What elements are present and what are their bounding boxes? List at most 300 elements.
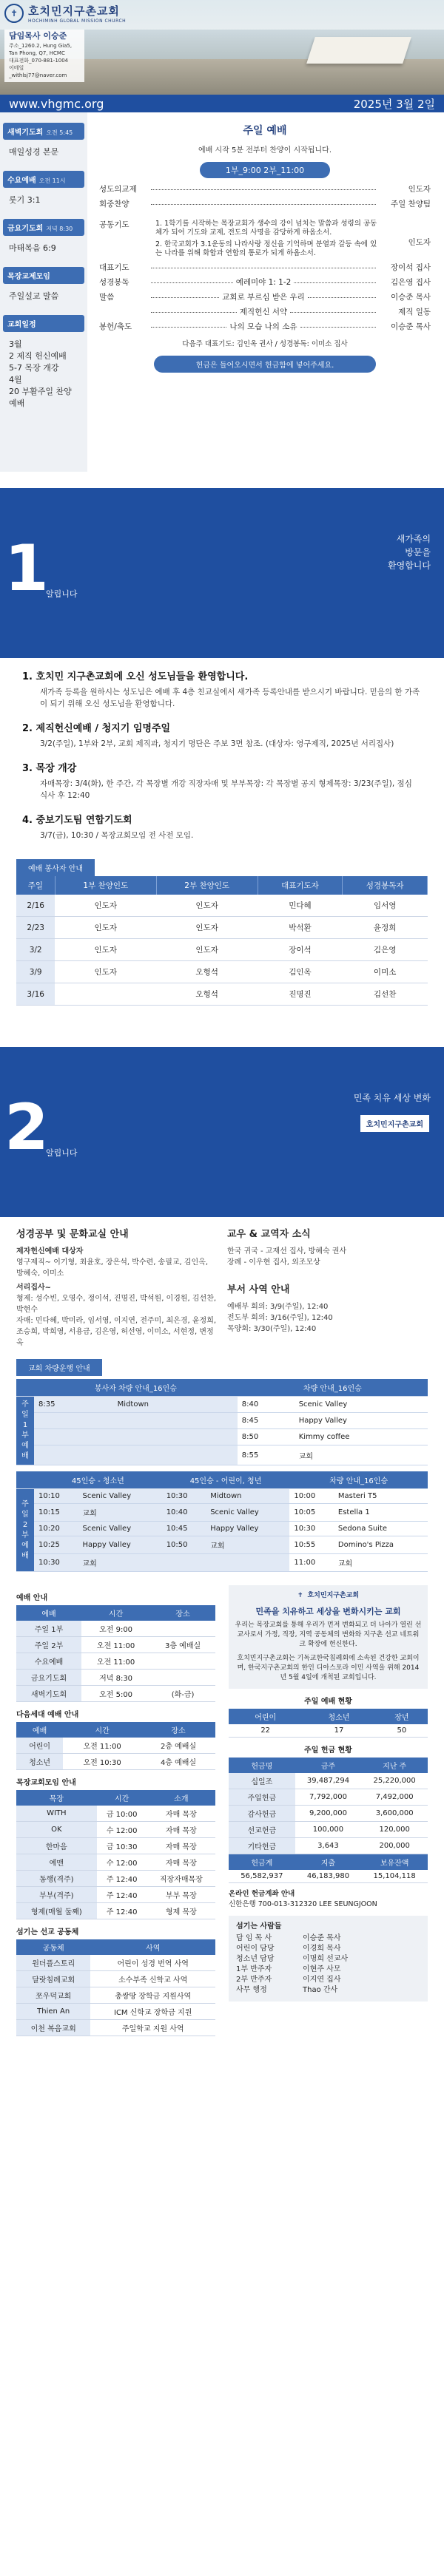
servant-row	[236, 1965, 420, 1975]
schedule-column	[16, 1585, 215, 2036]
report-column	[229, 1585, 428, 2036]
table-cell: 2/23	[16, 917, 55, 939]
church-name: 호치민지구촌교회	[28, 4, 120, 18]
table-cell: 자매 목장	[147, 1822, 215, 1838]
address-line: Tan Phong, Q7, HCMC	[9, 50, 65, 56]
column-text: 한국 귀국 - 고재선 집사, 방혜숙 권사	[227, 1247, 347, 1255]
table-row	[229, 1838, 428, 1854]
table-cell: 감사헌금	[229, 1806, 295, 1822]
offering-note: 헌금은 들어오시면서 헌금함에 넣어주세요.	[154, 356, 376, 373]
mission-partners-table	[16, 1939, 215, 2036]
church-logo-icon: ✝	[4, 4, 24, 23]
dotted-leader	[300, 322, 376, 328]
hero-banner	[0, 0, 444, 95]
vision-text: 호치민지구촌교회는 기독교한국침례회에 소속된 건강한 교회이며, 한국지구촌교회의 한인 디아스포라 이민 사역을 위해 2014년 5월 4일에 개척된 교회입니다.	[237, 1655, 420, 1681]
table-cell: 형제 목장	[147, 1903, 215, 1919]
table-cell	[113, 1413, 238, 1429]
column-header: 보유잔액	[361, 1854, 428, 1871]
sidebar-line: 룻기 3:1	[9, 195, 41, 205]
account-info	[229, 1889, 428, 1910]
table-cell: 8:40	[238, 1397, 295, 1413]
table-cell: Scenic Valley	[78, 1522, 162, 1536]
mission-partners-title: 섬기는 선교 공동체	[16, 1928, 79, 1936]
announcement-text: 자매목장: 3/4(화), 한 주간, 각 목장별 개강 직장자매 및 부부목장: 각 목장별 공지 형제목장: 3/23(주일), 점심 식사 후 12:40	[40, 779, 412, 800]
table-cell: 39,487,294	[295, 1773, 362, 1789]
table-cell: WITH	[16, 1806, 97, 1822]
order-row	[99, 199, 431, 209]
table-cell: 새벽기도회	[16, 1686, 81, 1702]
address-line: 주소_1260.2, Hung Gia5,	[9, 43, 73, 49]
dotted-leader	[308, 292, 376, 298]
order-leader: 이승준 목사	[390, 293, 431, 302]
table-cell	[113, 1429, 238, 1445]
column-header: 헌금명	[229, 1758, 295, 1773]
announcement-text: 3/2(주일), 1부와 2부, 교회 제직과, 청지기 명단은 주보 3면 참조. (대상자: 영구제직, 2025년 서리집사)	[40, 739, 394, 748]
table-cell: 임서영	[343, 895, 428, 917]
sidebar-heading: 금요기도회 저녁 8:30	[3, 219, 84, 236]
table-cell: 3,643	[295, 1838, 362, 1854]
table-cell: 오전 11:00	[63, 1738, 141, 1754]
table-cell	[34, 1445, 113, 1465]
table-cell: 22	[229, 1724, 302, 1738]
order-content: 교회로 부르심 받은 우리	[222, 293, 305, 302]
worship-table	[16, 1605, 215, 1702]
column-header: 장소	[150, 1605, 215, 1621]
table-cell: 선교헌금	[229, 1822, 295, 1838]
announcement-text: 새가족 등록을 원하시는 성도님은 예배 후 4층 친교실에서 새가족 등록안내를 받으시기 바랍니다. 믿음의 한 가족이 되기 위해 오신 성도님을 환영합니다.	[40, 688, 420, 708]
column-header: 헌금계	[229, 1854, 295, 1871]
dotted-leader	[151, 322, 226, 328]
table-cell: 금요기도회	[16, 1670, 81, 1686]
table-row	[229, 1724, 428, 1738]
service-order	[87, 112, 444, 472]
column-header: 금주	[295, 1758, 362, 1773]
row-label-cell: 주일 1부 예배	[16, 1397, 34, 1465]
table-cell: 15,104,118	[361, 1870, 428, 1883]
table-row	[229, 1822, 428, 1838]
servants-box	[229, 1916, 428, 2002]
table-cell: 3/16	[16, 983, 55, 1006]
sidebar-content	[3, 284, 84, 309]
table-cell: 수 12:00	[97, 1822, 147, 1838]
pastor-title: 담임목사 이승준	[9, 31, 67, 41]
table-cell: 11:00	[289, 1554, 334, 1572]
table-row	[16, 2004, 215, 2020]
table-cell: 8:50	[238, 1429, 295, 1445]
sidebar-content	[3, 188, 84, 213]
table-cell: 수 12:00	[97, 1854, 147, 1871]
table-cell: 교회	[295, 1445, 428, 1465]
section-label: 알립니다	[46, 589, 78, 599]
service-title: 주일 예배	[243, 125, 287, 137]
sidebar-line: 주일설교 말씀	[9, 291, 59, 301]
column-header: 시간	[63, 1722, 141, 1738]
table-cell: Thien An	[16, 2004, 90, 2020]
table-row	[16, 1653, 215, 1670]
order-leader: 인도자	[408, 185, 431, 194]
table-cell: 원더플스토리	[16, 1955, 90, 1971]
table-cell: 이천 복음교회	[16, 2020, 90, 2036]
order-content: 나의 모습 나의 소유	[229, 322, 297, 331]
offering-title: 주일 헌금 현황	[304, 1746, 352, 1755]
sidebar-line: 20 부활주일 찬양예배	[9, 387, 72, 408]
announcement-title: 3. 목장 개강	[22, 763, 77, 774]
column-text: 서리집사~	[16, 1284, 52, 1292]
table-header-row	[16, 1605, 215, 1621]
column-header: 청소년	[302, 1709, 375, 1724]
table-cell: 3/9	[16, 961, 55, 983]
sidebar-content	[3, 140, 84, 165]
table-cell: 10:50	[162, 1536, 206, 1554]
table-cell: 10:30	[289, 1522, 334, 1536]
table-cell: 오형석	[156, 983, 258, 1006]
sidebar-heading: 교회일정	[3, 315, 84, 332]
bus-schedule-title: 교회 차량운행 안내	[16, 1359, 102, 1376]
section-tagline: 민족 치유 세상 변화	[353, 1093, 431, 1103]
table-cell: 주일 2부	[16, 1637, 81, 1653]
table-cell: 8:55	[238, 1445, 295, 1465]
column-header: 주일	[16, 876, 55, 895]
table-cell: Happy Valley	[206, 1522, 289, 1536]
table-row	[16, 2020, 215, 2036]
table-cell: 10:20	[34, 1522, 78, 1536]
table-cell: 46,183,980	[295, 1870, 362, 1883]
table-cell: Scenic Valley	[295, 1397, 428, 1413]
sidebar-line: 매일성경 본문	[9, 147, 59, 157]
bulletin-date: 2025년 3월 2일	[353, 97, 435, 111]
announcement-item	[22, 812, 422, 841]
table-cell: 민다혜	[258, 895, 343, 917]
table-header-row	[229, 1758, 428, 1773]
table-cell: Scenic Valley	[206, 1504, 289, 1522]
vision-title: 민족을 치유하고 세상을 변화시키는 교회	[255, 1607, 401, 1616]
column-header: 봉사자 차량 안내_16인승	[34, 1379, 238, 1397]
dotted-leader	[290, 307, 376, 313]
table-cell: 100,000	[295, 1822, 362, 1838]
table-row	[229, 1789, 428, 1806]
table-cell	[162, 1554, 206, 1572]
table-cell: 진명진	[258, 983, 343, 1006]
worship-section	[0, 112, 444, 472]
table-cell: 박석환	[258, 917, 343, 939]
table-cell: 7,792,000	[295, 1789, 362, 1806]
vision-text: 우리는 목장교회를 통해 우리가 먼저 변화되고 더 나아가 열린 선교사로서 가정, 직장, 지역 공동체의 변화와 지구촌 선교 네트워크 확장에 헌신한다.	[235, 1621, 422, 1648]
order-row	[99, 262, 431, 273]
tagline-line: 방문을	[405, 547, 431, 557]
table-cell: 동행(격주)	[16, 1871, 97, 1887]
order-label: 공동기도	[99, 220, 130, 229]
section-1-banner	[0, 488, 444, 658]
table-cell	[55, 983, 156, 1006]
table-cell: 교회	[78, 1504, 162, 1522]
table-cell: 교회	[78, 1554, 162, 1572]
table-cell: 주일헌금	[229, 1789, 295, 1806]
column-header: 사역	[90, 1939, 215, 1955]
table-cell: 김선찬	[343, 983, 428, 1006]
sidebar-line: 3월	[9, 339, 22, 349]
order-row	[99, 292, 431, 302]
table-cell	[113, 1445, 238, 1465]
table-cell: 형제(매월 둘째)	[16, 1903, 97, 1919]
order-label	[99, 307, 148, 317]
table-row	[16, 1738, 215, 1754]
column-header: 시간	[97, 1790, 147, 1806]
order-leader: 김은영 집사	[390, 278, 431, 287]
order-leader: 이승준 목사	[390, 322, 431, 331]
volunteer-table	[16, 876, 428, 1006]
table-cell: 주 12:40	[97, 1887, 147, 1903]
table-cell: 저녁 8:30	[81, 1670, 150, 1686]
table-cell: 25,220,000	[361, 1773, 428, 1789]
sidebar-line: 2 제직 헌신예배	[9, 351, 67, 361]
table-cell: Masteri T5	[334, 1489, 428, 1504]
table-cell: 200,000	[361, 1838, 428, 1854]
announcement-item	[22, 760, 422, 801]
table-cell: Estella 1	[334, 1504, 428, 1522]
sidebar-heading: 새벽기도회 오전 5:45	[3, 123, 84, 140]
table-cell: 김인옥	[258, 961, 343, 983]
order-leader: 제직 일동	[398, 308, 431, 316]
row-label-cell	[16, 1471, 34, 1489]
servant-row	[236, 1944, 420, 1954]
table-row	[16, 1637, 215, 1653]
table-row	[16, 1489, 428, 1504]
table-row	[16, 1822, 215, 1838]
column-text: 예배부 회의: 3/9(주일), 12:40	[227, 1303, 329, 1311]
table-cell: 4층 예배실	[141, 1754, 215, 1770]
sidebar-time: 저녁 8:30	[46, 226, 73, 232]
dotted-leader	[151, 262, 376, 268]
section-2-banner	[0, 1047, 444, 1217]
account-title: 온라인 헌금계좌 안내	[229, 1890, 295, 1898]
table-header-row	[16, 876, 428, 895]
table-cell: 10:55	[289, 1536, 334, 1554]
table-cell: 자매 목장	[147, 1838, 215, 1854]
table-row	[16, 983, 428, 1006]
column-header: 장소	[141, 1722, 215, 1738]
cell-group-table	[16, 1790, 215, 1919]
attendance-table	[229, 1709, 428, 1738]
announcement-title: 1. 호치민 지구촌교회에 오신 성도님들을 환영합니다.	[22, 671, 249, 682]
table-cell	[34, 1413, 113, 1429]
table-cell: 이미소	[343, 961, 428, 983]
section-label: 알립니다	[46, 1148, 78, 1158]
table-row	[16, 1504, 428, 1522]
table-cell: 56,582,937	[229, 1870, 295, 1883]
table-cell: 직장자매목장	[147, 1871, 215, 1887]
servant-name: 이명희 선교사	[303, 1955, 349, 1963]
table-cell: 오전 11:00	[81, 1637, 150, 1653]
table-cell: 윤정희	[343, 917, 428, 939]
table-cell: 17	[302, 1724, 375, 1738]
order-leader: 주일 찬양팀	[390, 200, 431, 209]
table-cell: 10:30	[34, 1554, 78, 1572]
dotted-leader	[151, 277, 233, 283]
column-heading: 교우 & 교역자 소식	[227, 1229, 311, 1240]
table-cell: 자매 목장	[147, 1854, 215, 1871]
table-row	[16, 961, 428, 983]
order-row	[99, 307, 431, 317]
website-link[interactable]: www.vhgmc.org	[9, 96, 104, 111]
table-cell	[150, 1670, 215, 1686]
table-cell: 부부(격주)	[16, 1887, 97, 1903]
table-row	[16, 1397, 428, 1413]
column-header: 45인승 - 청소년	[34, 1471, 162, 1489]
phone-line: 대표전화_070-881-1004	[9, 58, 69, 64]
table-row	[16, 1621, 215, 1637]
table-cell: 10:45	[162, 1522, 206, 1536]
table-cell: 금 10:00	[97, 1806, 147, 1822]
table-cell: 십일조	[229, 1773, 295, 1789]
tagline-line: 환영합니다	[388, 560, 431, 571]
servant-name: 이지연 집사	[303, 1976, 341, 1984]
table-cell: Midtown	[206, 1489, 289, 1504]
table-cell: 어린이	[16, 1738, 63, 1754]
section-tagline	[388, 532, 431, 572]
sidebar-heading: 수요예배 오전 11시	[3, 171, 84, 188]
church-logo-icon: ✝	[297, 1592, 303, 1599]
table-cell: 한마음	[16, 1838, 97, 1854]
announcement-title: 4. 중보기도팀 연합기도회	[22, 815, 132, 826]
servant-name: 이경희 목사	[303, 1945, 341, 1953]
servant-role: 어린이 담당	[236, 1945, 275, 1953]
column-text: 장례 - 이우현 집사, 외조모상	[227, 1258, 320, 1267]
table-cell: 120,000	[361, 1822, 428, 1838]
table-cell: 오전 11:00	[81, 1653, 150, 1670]
table-cell: 달랏침례교회	[16, 1971, 90, 1987]
column-text: 제자헌신예배 대상자	[16, 1247, 84, 1255]
table-cell: 인도자	[55, 961, 156, 983]
table-cell: 어린이 성경 번역 사역	[90, 1955, 215, 1971]
table-row	[16, 1903, 215, 1919]
order-label: 대표기도	[99, 263, 130, 272]
table-cell: 인도자	[55, 917, 156, 939]
tagline-line: 새가족의	[396, 534, 431, 544]
table-cell	[150, 1653, 215, 1670]
table-cell: 오형석	[156, 961, 258, 983]
table-cell: ICM 신학교 장학금 지원	[90, 2004, 215, 2020]
column-header: 장년	[376, 1709, 428, 1724]
table-header-row	[16, 1939, 215, 1955]
offering-table	[229, 1758, 428, 1883]
column-heading: 성경공부 및 문화교실 안내	[16, 1229, 129, 1240]
column-text: 영구제직~ 이기형, 최윤호, 장은석, 박수련, 송필교, 김인옥, 방혜숙, 이미소	[16, 1258, 209, 1278]
email-link[interactable]: 이메일_withlsj77@naver.com	[9, 65, 67, 78]
table-cell: Sedona Suite	[334, 1522, 428, 1536]
table-cell: 3,600,000	[361, 1806, 428, 1822]
column-text: 목양회: 3/30(주일), 12:40	[227, 1325, 317, 1333]
table-cell: 장이석	[258, 939, 343, 961]
servant-row	[236, 1933, 420, 1944]
table-row	[16, 1429, 428, 1445]
worship-title: 예배 안내	[16, 1594, 48, 1602]
info-footer	[0, 1572, 444, 2036]
table-row	[16, 1554, 428, 1572]
dotted-leader	[151, 307, 237, 313]
order-row	[99, 220, 431, 258]
bus-schedule	[16, 1359, 428, 1572]
servants-title: 섬기는 사람들	[236, 1922, 282, 1931]
table-cell: 총쌍땅 장학금 지원사역	[90, 1987, 215, 2004]
table-cell: 쪼우덕교회	[16, 1987, 90, 2004]
table-cell: 교회	[206, 1536, 289, 1554]
section-2-news	[0, 1217, 444, 1349]
servant-row	[236, 1954, 420, 1965]
table-cell: 인도자	[156, 895, 258, 917]
servant-role: 사무 행정	[236, 1986, 267, 1994]
sidebar-time: 오전 11시	[38, 177, 66, 184]
column-header: 2부 찬양인도	[156, 876, 258, 895]
table-cell: 오전 10:30	[63, 1754, 141, 1770]
table-row	[16, 1871, 215, 1887]
table-cell: 3층 예배실	[150, 1637, 215, 1653]
order-leader: 인도자	[408, 238, 431, 247]
column-header: 예배	[16, 1722, 63, 1738]
order-row	[99, 322, 431, 332]
row-label-cell	[16, 1379, 34, 1397]
table-cell: 수요예배	[16, 1653, 81, 1670]
sidebar-heading: 목장교제모임	[3, 267, 84, 284]
order-row	[99, 184, 431, 194]
table-cell	[34, 1429, 113, 1445]
column-text: 전도부 회의: 3/16(주일), 12:40	[227, 1314, 333, 1322]
column-text: 형제: 성수빈, 오영수, 정이석, 진명진, 박석원, 이경원, 김선찬, 박현수	[16, 1295, 217, 1314]
sidebar-line: 마태복음 6:9	[9, 243, 56, 253]
order-content: 제직헌신 서약	[239, 308, 288, 316]
table-cell: Domino's Pizza	[334, 1536, 428, 1554]
table-cell: 10:05	[289, 1504, 334, 1522]
announcement-text: 3/7(금), 10:30 / 목장교회모임 전 사전 모임.	[40, 831, 194, 840]
announcements	[0, 658, 444, 1006]
sidebar-time: 오전 5:45	[46, 129, 73, 136]
table-cell: 50	[376, 1724, 428, 1738]
table-row	[16, 1686, 215, 1702]
table-header-row	[16, 1722, 215, 1738]
dotted-leader	[151, 292, 219, 298]
table-cell: Scenic Valley	[78, 1489, 162, 1504]
order-label: 봉헌/축도	[99, 322, 132, 331]
table-cell: 2/16	[16, 895, 55, 917]
church-logo	[4, 3, 126, 24]
order-leader: 장이석 집사	[390, 263, 431, 272]
members-news-column	[217, 1226, 428, 1349]
table-cell: 9,200,000	[295, 1806, 362, 1822]
dotted-leader	[151, 199, 376, 205]
table-cell: Midtown	[113, 1397, 238, 1413]
prayer-item: 1. 1학기를 시작하는 목장교회가 생수의 강이 넘치는 말씀과 성령의 공동체가 되어 기도와 교제, 전도의 사명을 감당하게 하옵소서.	[155, 220, 377, 237]
table-cell: 부부 목장	[147, 1887, 215, 1903]
church-logo-small: 호치민지구촌교회	[360, 1115, 429, 1132]
column-header: 예배	[16, 1605, 81, 1621]
table-cell: 주 12:40	[97, 1871, 147, 1887]
table-header-row	[229, 1709, 428, 1724]
servant-name: Thao 간사	[303, 1986, 338, 1994]
next-gen-title: 다음세대 예배 안내	[16, 1711, 79, 1719]
table-cell: (화-금)	[150, 1686, 215, 1702]
next-week-note: 다음주 대표기도: 김인옥 권사 / 성경봉독: 이미소 집사	[182, 340, 348, 348]
table-cell: 8:45	[238, 1413, 295, 1429]
table-cell	[206, 1554, 289, 1572]
table-cell: 10:25	[34, 1536, 78, 1554]
table-cell: 교회	[334, 1554, 428, 1572]
column-header: 1부 찬양인도	[55, 876, 156, 895]
table-row	[16, 1754, 215, 1770]
table-cell: 기타헌금	[229, 1838, 295, 1854]
column-header: 어린이	[229, 1709, 302, 1724]
sidebar-line: 4월	[9, 375, 22, 384]
column-header: 45인승 - 어린이, 청년	[162, 1471, 290, 1489]
table-header-row	[16, 1790, 215, 1806]
